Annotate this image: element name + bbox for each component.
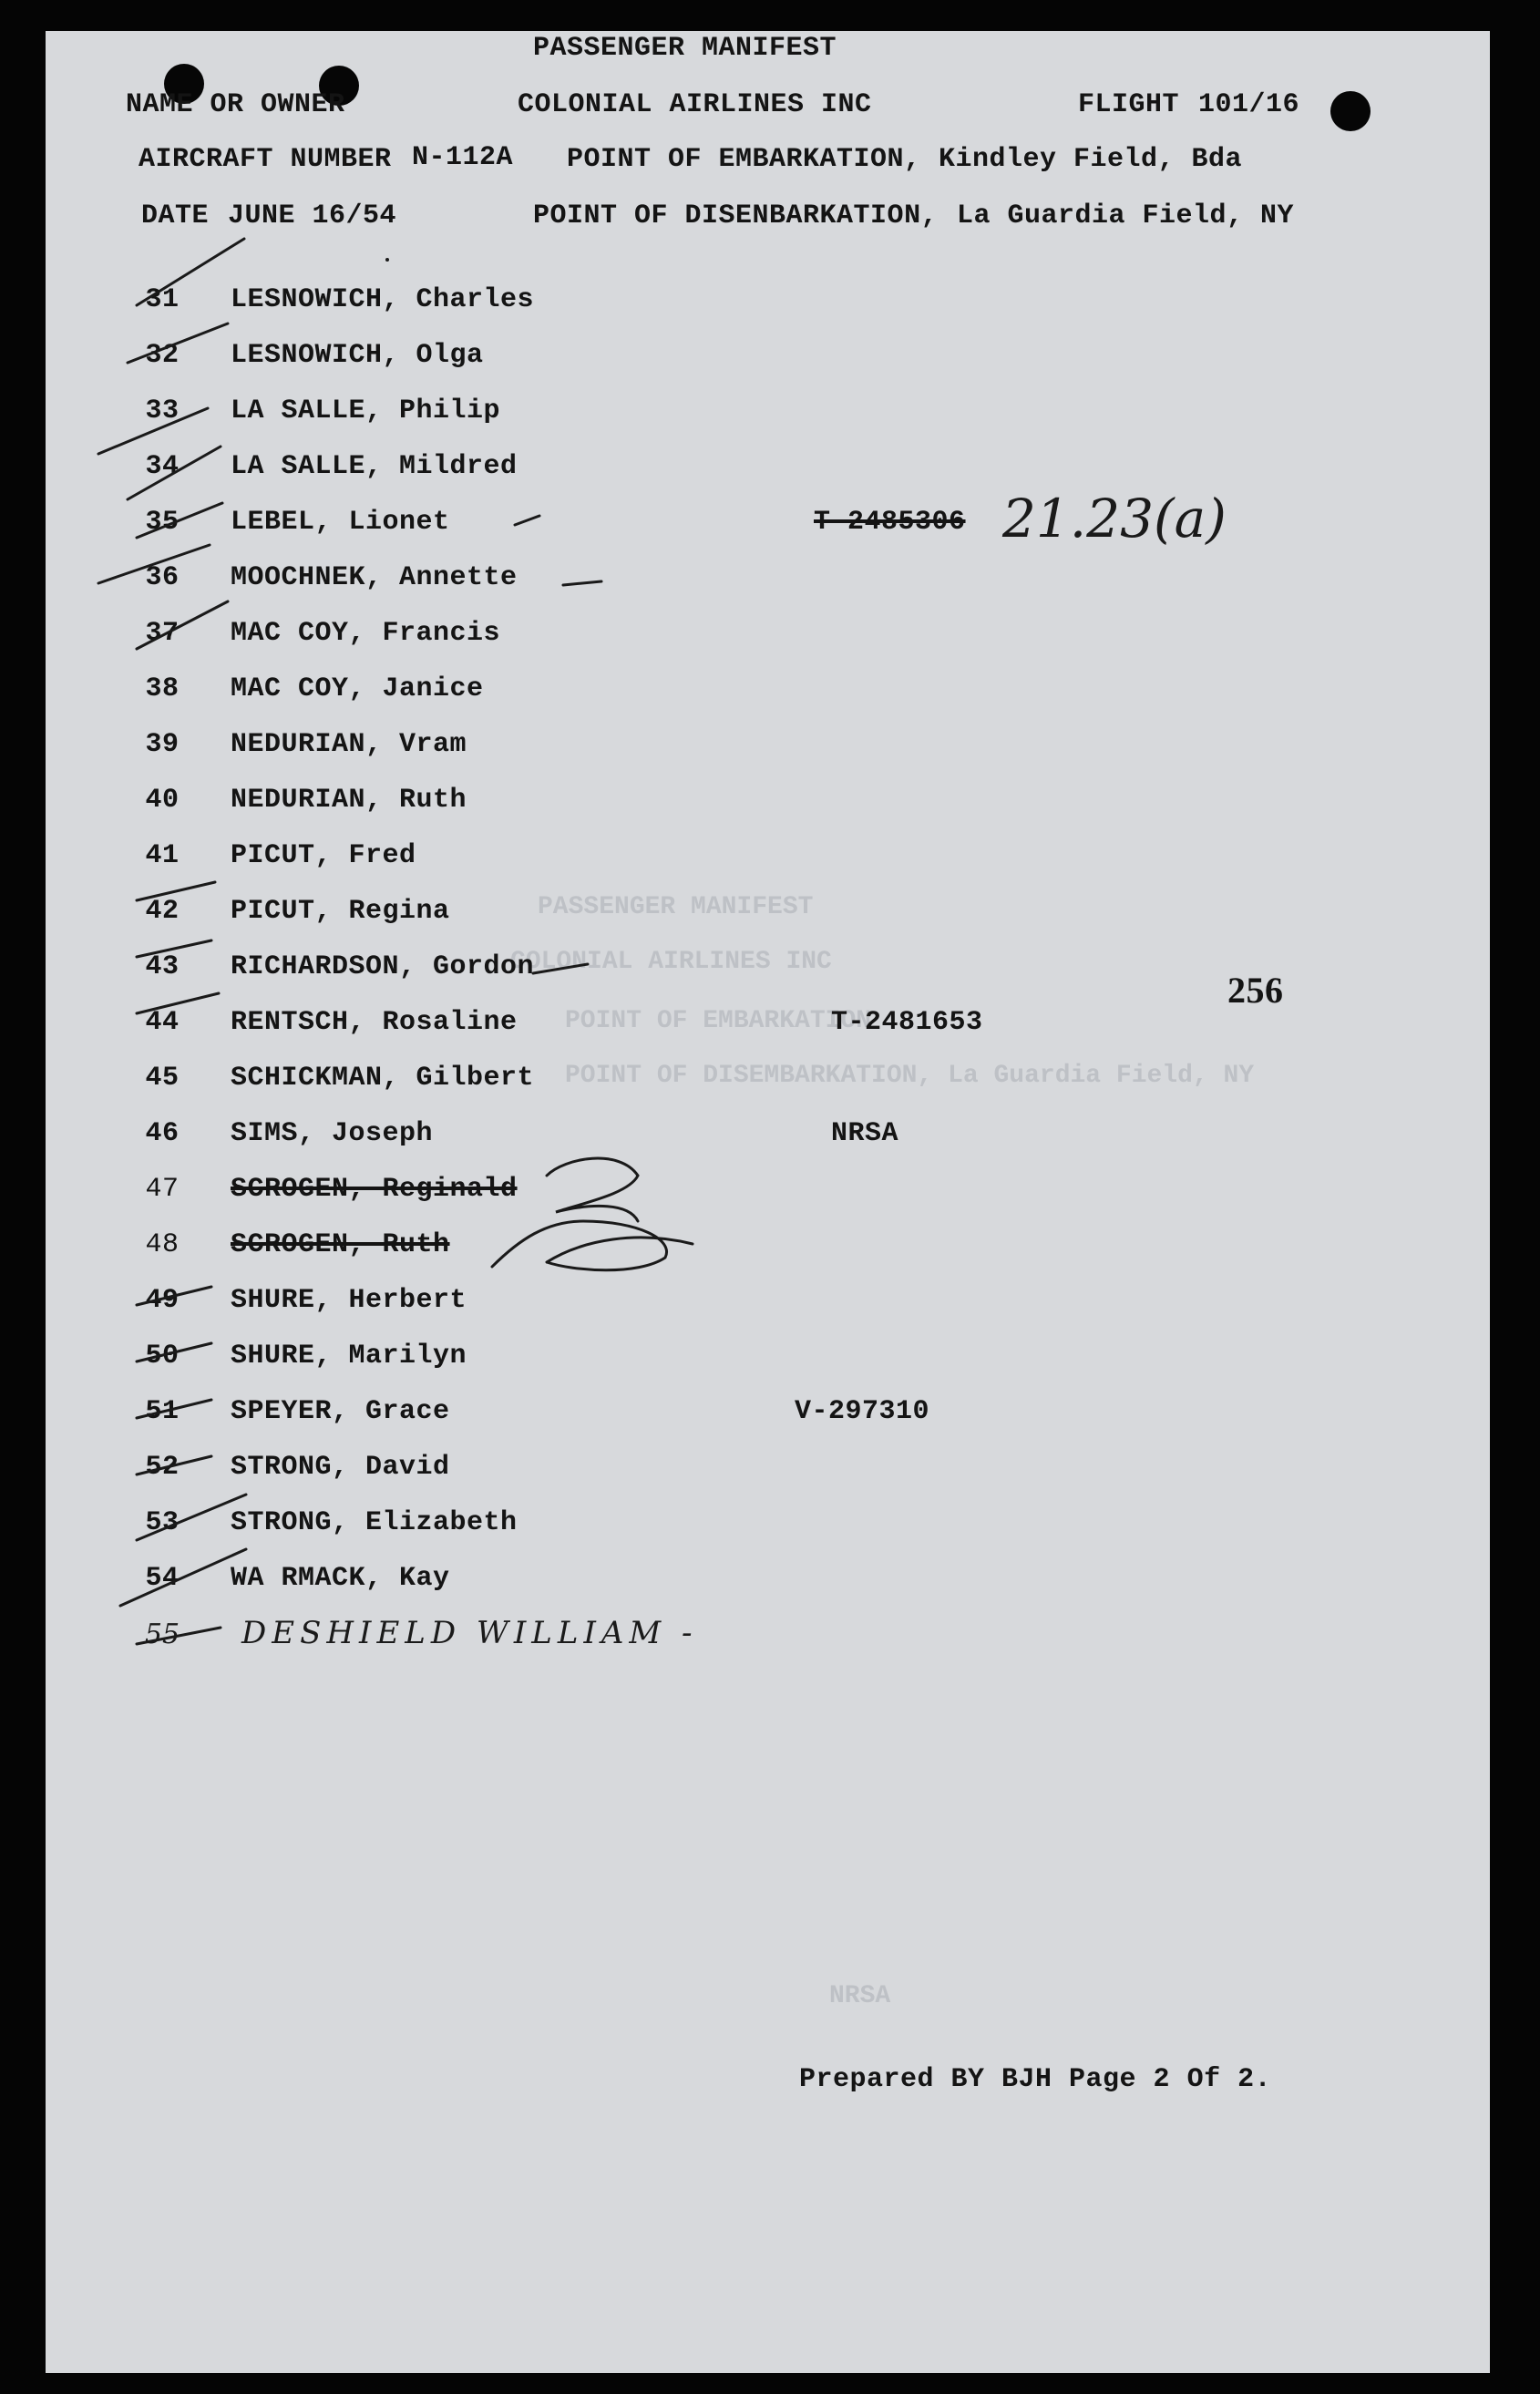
date-label: DATE [141, 200, 210, 231]
passenger-number: 42 [145, 896, 180, 927]
passenger-name: PICUT, Fred [231, 840, 416, 871]
passenger-name: SHURE, Marilyn [231, 1341, 467, 1372]
passenger-number: 54 [145, 1563, 180, 1594]
bleed-through-line: COLONIAL AIRLINES INC [510, 948, 832, 976]
passenger-number: 53 [145, 1507, 180, 1538]
passenger-number: 37 [145, 618, 180, 649]
date-value: JUNE 16/54 [228, 200, 397, 231]
passenger-number: 44 [145, 1007, 180, 1038]
passenger-name: SHURE, Herbert [231, 1285, 467, 1316]
passenger-name: SIMS, Joseph [231, 1118, 434, 1149]
passenger-number: 49 [145, 1285, 180, 1316]
passenger-number: 40 [145, 785, 180, 816]
passenger-number: 47 [145, 1174, 180, 1205]
passenger-name: LEBEL, Lionet [231, 507, 450, 538]
flight-value: 101/16 [1198, 89, 1300, 120]
passenger-name: LA SALLE, Philip [231, 396, 501, 426]
passenger-number: 32 [145, 340, 180, 371]
passenger-name: SPEYER, Grace [231, 1396, 450, 1427]
passenger-number: 52 [145, 1452, 180, 1483]
passenger-name: SCROGEN, Ruth [231, 1229, 450, 1260]
passenger-name: RICHARDSON, Gordon [231, 951, 535, 982]
passenger-number: 43 [145, 951, 180, 982]
embarkation-label: POINT OF EMBARKATION, [567, 144, 921, 175]
passenger-document-number: T-2481653 [831, 1007, 983, 1038]
disembarkation-value: La Guardia Field, NY [957, 200, 1295, 231]
passenger-number: 34 [145, 451, 180, 482]
bleed-through-line: NRSA [829, 1982, 891, 2010]
passenger-name: MOOCHNEK, Annette [231, 562, 518, 593]
flight-label: FLIGHT [1078, 89, 1180, 120]
bleed-through-line: POINT OF EMBARKATION [565, 1007, 872, 1035]
passenger-document-number: V-297310 [795, 1396, 930, 1427]
embarkation-value: Kindley Field, Bda [939, 144, 1243, 175]
passenger-document-number: T-2485306 [814, 507, 966, 538]
passenger-number: 36 [145, 562, 180, 593]
page-number: 256 [1227, 970, 1284, 1011]
passenger-number: 50 [145, 1341, 180, 1372]
passenger-number: 31 [145, 284, 180, 315]
handwritten-passenger-name: DESHIELD WILLIAM - [241, 1615, 698, 1651]
passenger-name: LA SALLE, Mildred [231, 451, 518, 482]
passenger-name: LESNOWICH, Charles [231, 284, 535, 315]
passenger-number: 35 [145, 507, 180, 538]
passenger-name: PICUT, Regina [231, 896, 450, 927]
bleed-through-line: POINT OF DISEMBARKATION, La Guardia Field, NY [565, 1062, 1255, 1090]
passenger-name: MAC COY, Janice [231, 673, 484, 704]
punch-hole-right [1330, 91, 1371, 131]
passenger-name: NEDURIAN, Vram [231, 729, 467, 760]
passenger-name: SCROGEN, Reginald [231, 1174, 518, 1205]
passenger-number: 45 [145, 1063, 180, 1094]
passenger-name: NEDURIAN, Ruth [231, 785, 467, 816]
passenger-number: 48 [145, 1229, 180, 1260]
passenger-name: LESNOWICH, Olga [231, 340, 484, 371]
aircraft-label: AIRCRAFT NUMBER [139, 144, 392, 175]
passenger-name: MAC COY, Francis [231, 618, 501, 649]
handwritten-code: 21.23(a) [1002, 488, 1227, 550]
bleed-through-line: PASSENGER MANIFEST [538, 893, 814, 921]
manifest-title: PASSENGER MANIFEST [533, 33, 837, 64]
passenger-number: 41 [145, 840, 180, 871]
owner-label: NAME OR OWNER [126, 89, 345, 120]
aircraft-value: N-112A [412, 142, 514, 173]
passenger-number: 46 [145, 1118, 180, 1149]
passenger-number: 51 [145, 1396, 180, 1427]
passenger-name: RENTSCH, Rosaline [231, 1007, 518, 1038]
prepared-by-footer: Prepared BY BJH Page 2 Of 2. [799, 2064, 1272, 2095]
passenger-number: 33 [145, 396, 180, 426]
passenger-name: STRONG, David [231, 1452, 450, 1483]
passenger-name: WA RMACK, Kay [231, 1563, 450, 1594]
passenger-name: STRONG, Elizabeth [231, 1507, 518, 1538]
passenger-number: 39 [145, 729, 180, 760]
passenger-document-number: NRSA [831, 1118, 899, 1149]
handwritten-passenger-number: 55 [144, 1618, 180, 1650]
disembarkation-label: POINT OF DISENBARKATION, [533, 200, 939, 231]
passenger-name: SCHICKMAN, Gilbert [231, 1063, 535, 1094]
passenger-number: 38 [145, 673, 180, 704]
owner-value: COLONIAL AIRLINES INC [518, 89, 872, 120]
